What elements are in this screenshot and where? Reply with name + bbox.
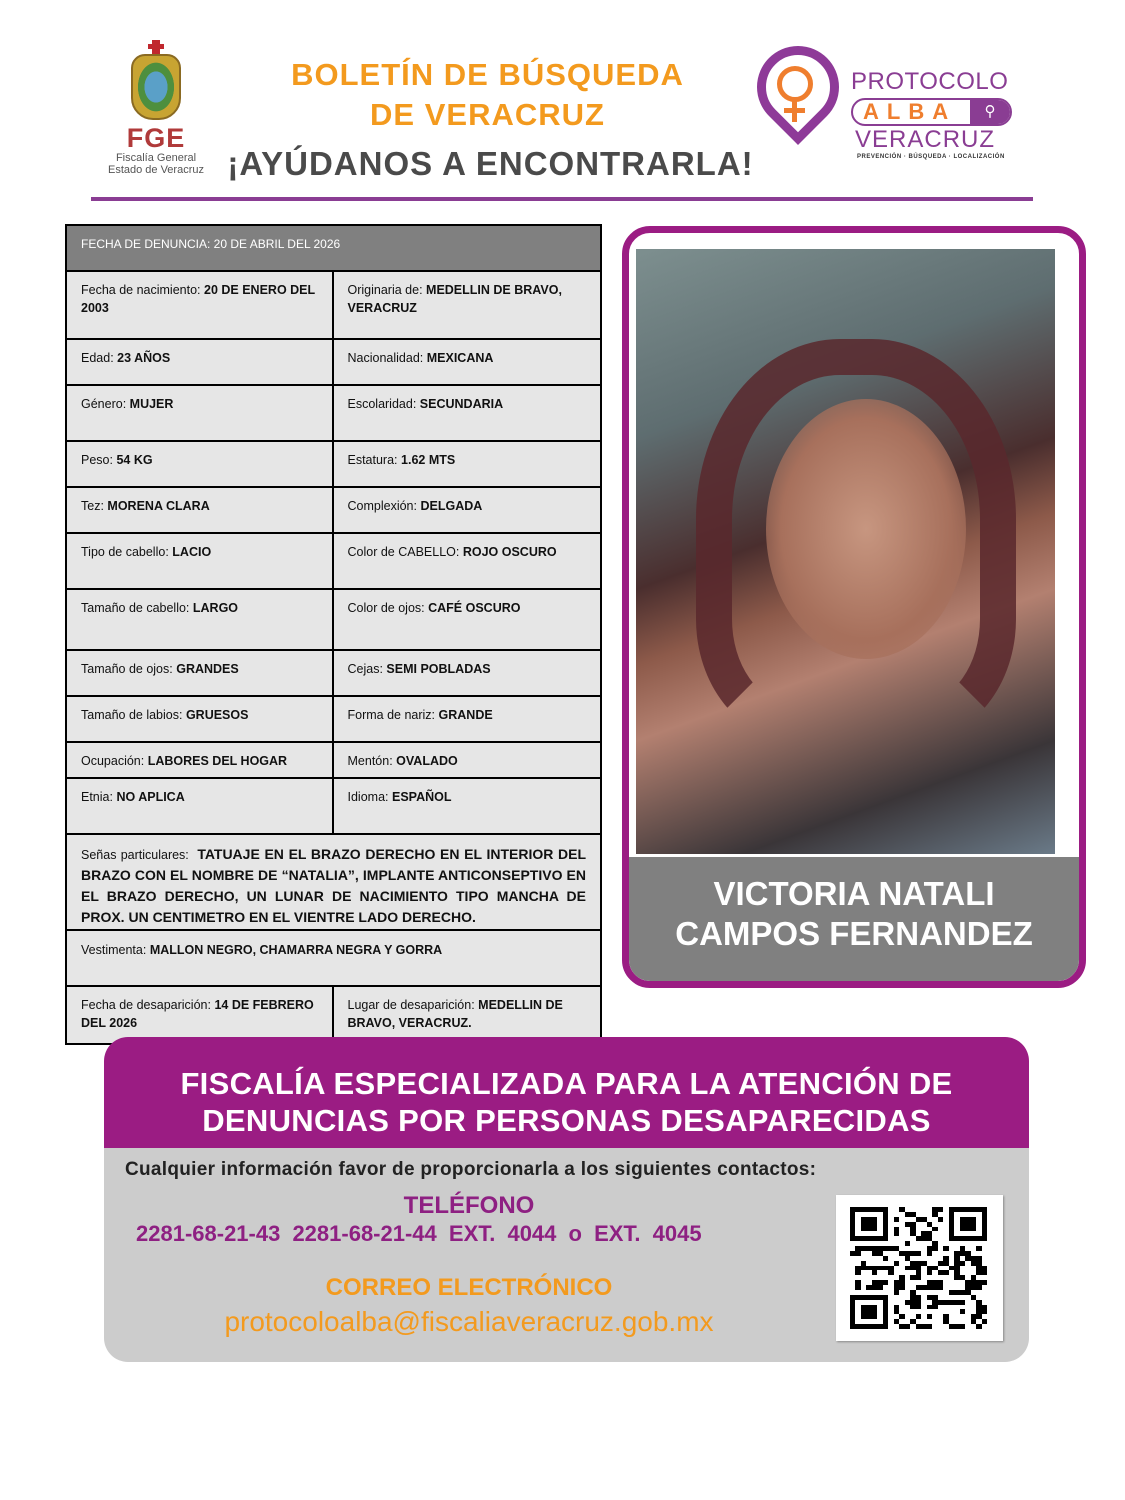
person-name-line-2: CAMPOS FERNANDEZ [675,915,1033,952]
table-row [67,835,600,931]
hair-type-cell: Tipo de cabello: LACIO [67,534,334,588]
distinguishing-marks-cell: Señas particulares: TATUAJE EN EL BRAZO DERECHO EN EL INTERIOR DEL BRAZO CON EL NOMBRE DE “NATALIA”, IMPLANTE ANTICONSEPTIVO EN EL BRAZO DERECHO, UN LUNAR DE NACIMIENTO TIPO MANCHA DE PROX. UN CENTIMETRO EN EL VIENTRE LADO DERECHO. [81,846,586,925]
alba-protocolo-text: PROTOCOLO [851,68,1009,95]
build-cell: Complexión: DELGADA [347,499,483,513]
hair-length-cell: Tamaño de cabello: LARGO [67,590,334,649]
lip-size-cell: Tamaño de labios: GRUESOS [67,697,334,741]
bulletin-title-line-1: BOLETÍN DE BÚSQUEDA [291,57,684,92]
fge-subtitle-1: Fiscalía General [115,152,197,164]
nose-shape-cell: Forma de nariz: GRANDE [347,708,493,722]
table-row [67,386,600,442]
photo-card [622,226,1086,988]
qr-code[interactable] [836,1195,1003,1341]
birth-date-cell: Fecha de nacimiento: 20 DE ENERO DEL 2003 [67,272,334,338]
bulletin-title-line-2: DE VERACRUZ [370,97,605,132]
fiscalia-banner-line-2: DENUNCIAS POR PERSONAS DESAPARECIDAS [202,1103,931,1138]
table-row [67,697,600,743]
table-row [67,651,600,697]
phone-numbers[interactable]: 2281-68-21-43 2281-68-21-44 EXT. 4044 o EXT. 4045 [136,1221,702,1246]
table-row [67,931,600,987]
eye-size-cell: Tamaño de ojos: GRANDES [67,651,334,695]
table-row [67,590,600,651]
fge-logo [100,40,212,185]
table-row [67,743,600,779]
coat-of-arms-icon [125,40,187,122]
table-row [67,442,600,488]
phone-label: TELÉFONO [403,1192,535,1219]
header-divider [91,197,1033,201]
clothing-cell: Vestimenta: MALLON NEGRO, CHAMARRA NEGRA Y GORRA [81,943,443,957]
origin-cell: Originaria de: MEDELLIN DE BRAVO, VERACRUZ [347,283,562,315]
fiscalia-banner-line-1: FISCALÍA ESPECIALIZADA PARA LA ATENCIÓN DE [180,1066,953,1101]
height-cell: Estatura: 1.62 MTS [347,453,456,467]
nationality-cell: Nacionalidad: MEXICANA [347,351,494,365]
table-row [67,488,600,534]
person-name-line-1: VICTORIA NATALI [713,875,995,912]
chin-cell: Mentón: OVALADO [347,754,458,768]
disappearance-place-cell: Lugar de desaparición: MEDELLIN DE BRAVO, VERACRUZ. [347,998,563,1030]
occupation-cell: Ocupación: LABORES DEL HOGAR [67,743,334,777]
age-cell: Edad: 23 AÑOS [67,340,334,384]
table-row [67,534,600,590]
ethnicity-cell: Etnia: NO APLICA [67,779,334,833]
email-label: CORREO ELECTRÓNICO [325,1274,613,1301]
language-cell: Idioma: ESPAÑOL [347,790,452,804]
table-row [67,340,600,386]
contact-intro: Cualquier información favor de proporcionarla a los siguientes contactos: [125,1159,817,1180]
contact-box [104,1148,1029,1362]
gender-cell: Género: MUJER [67,386,334,440]
missing-person-details-table [65,224,602,1045]
eyebrows-cell: Cejas: SEMI POBLADAS [347,662,491,676]
alba-search-bar [851,98,1012,126]
eye-color-cell: Color de ojos: CAFÉ OSCURO [347,601,521,615]
email-link[interactable]: protocoloalba@fiscaliaveracruz.gob.mx [224,1306,714,1337]
report-date: FECHA DE DENUNCIA: 20 DE ABRIL DEL 2026 [67,226,600,272]
search-icon: ⚲ [970,100,1010,124]
fge-subtitle-2: Estado de Veracruz [107,164,204,176]
fge-acronym: FGE [126,123,186,153]
table-row [67,987,600,1043]
alba-veracruz-text: VERACRUZ [855,126,996,153]
missing-person-photo [636,249,1055,854]
table-row [67,272,600,340]
alba-word: ALBA [863,99,957,124]
bulletin-title [270,55,705,135]
alba-tagline: PREVENCIÓN · BÚSQUEDA · LOCALIZACIÓN [857,154,1005,160]
protocolo-alba-logo [755,44,1035,174]
person-name [629,857,1079,988]
call-to-action: ¡AYÚDANOS A ENCONTRARLA! [227,145,754,182]
venus-symbol-icon [777,66,813,102]
weight-cell: Peso: 54 KG [67,442,334,486]
fiscalia-banner [104,1037,1029,1148]
table-row [67,779,600,835]
education-cell: Escolaridad: SECUNDARIA [347,397,504,411]
disappearance-date-cell: Fecha de desaparición: 14 DE FEBRERO DEL 2026 [67,987,334,1043]
skin-tone-cell: Tez: MORENA CLARA [67,488,334,532]
hair-color-cell: Color de CABELLO: ROJO OSCURO [347,545,557,559]
qr-code-icon [850,1207,987,1329]
